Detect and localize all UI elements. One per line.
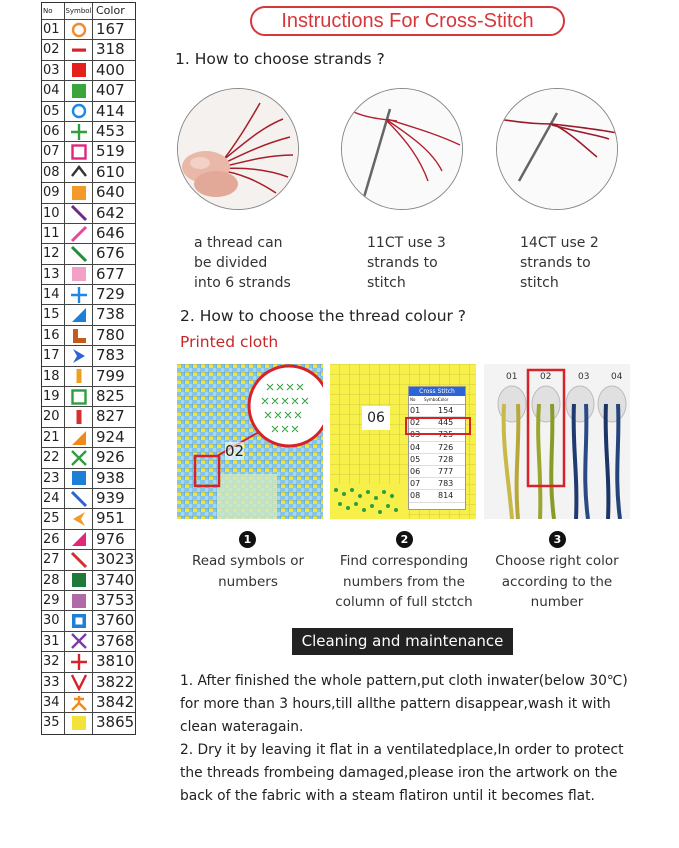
row-color-code: 3768 [96,631,135,650]
row-color-code: 3740 [96,570,135,589]
row-symbol [65,387,93,406]
mini-table-title: Cross Stitch [409,387,465,396]
row-symbol [65,367,93,386]
row-color-code: 414 [96,101,125,120]
photo-hand-thread [177,88,299,210]
row-symbol [65,204,93,223]
table-row [42,102,135,122]
table-row [42,326,135,346]
row-number: 14 [42,285,65,304]
table-row [42,469,135,489]
table-row [42,713,135,733]
row-symbol [65,428,93,447]
cross-icon [70,632,88,650]
filled-square-icon [70,82,88,100]
row-symbol [65,163,93,182]
row-color-code: 926 [96,448,125,467]
row-symbol [65,326,93,345]
row-number: 26 [42,530,65,549]
table-row [42,591,135,611]
page-title: Instructions For Cross-Stitch [250,6,565,36]
table-row [42,489,135,509]
row-number: 15 [42,305,65,324]
table-row [42,571,135,591]
row-number: 02 [42,40,65,59]
mini-table-row: 03 725 [409,429,465,441]
row-symbol [65,20,93,39]
row-symbol [65,305,93,324]
mini-table-row: 02 445 [409,417,465,429]
row-number: 23 [42,469,65,488]
row-symbol [65,244,93,263]
row-color-code: 400 [96,60,125,79]
filled-square-icon [70,184,88,202]
table-row [42,81,135,101]
row-symbol [65,102,93,121]
header-symbol: Symbol [65,3,93,19]
mini-table-row: 04 726 [409,442,465,454]
bar-icon [70,408,88,426]
table-header [42,3,135,20]
row-symbol [65,265,93,284]
row-color-code: 676 [96,244,125,263]
row-color-code: 640 [96,183,125,202]
table-body [42,20,135,734]
table-row [42,632,135,652]
row-symbol [65,407,93,426]
row-color-code: 3023 [96,550,135,569]
table-row [42,693,135,713]
row-color-code: 939 [96,488,125,507]
printed-cloth-pattern-image [177,364,323,519]
step-1-caption: Read symbols or numbers [191,553,305,590]
row-symbol [65,652,93,671]
filled-square-icon [70,571,88,589]
table-row [42,346,135,366]
row-color-code: 938 [96,468,125,487]
row-number: 22 [42,448,65,467]
filled-square-icon [70,592,88,610]
cross-icon [70,449,88,467]
row-color-code: 407 [96,81,125,100]
row-number: 01 [42,20,65,39]
row-number: 32 [42,652,65,671]
row-symbol [65,591,93,610]
section-strands-heading: 1. How to choose strands ? [175,50,385,68]
row-color-code: 519 [96,142,125,161]
table-row [42,428,135,448]
l-shape-icon [70,327,88,345]
row-color-code: 780 [96,325,125,344]
mini-table-row: 05 728 [409,454,465,466]
header-color: Color [96,4,125,17]
row-number: 08 [42,163,65,182]
row-symbol [65,571,93,590]
photo-needle-3-strands [341,88,463,210]
plus-icon [70,286,88,304]
table-row [42,40,135,60]
table-row [42,407,135,427]
row-symbol [65,673,93,692]
step-2-caption: Find corresponding numbers from the column of full stctch [335,553,473,610]
skein-label-02: 02 [540,372,552,382]
row-symbol [65,142,93,161]
row-number: 04 [42,81,65,100]
skein-label-03: 03 [578,372,590,382]
row-number: 18 [42,367,65,386]
row-number: 24 [42,489,65,508]
row-number: 06 [42,122,65,141]
dash-icon [70,41,88,59]
filled-square-icon [70,265,88,283]
row-number: 31 [42,632,65,651]
chart-number-label: 06 [362,406,390,430]
table-row [42,183,135,203]
table-row [42,448,135,468]
row-color-code: 799 [96,366,125,385]
caption-strands-3: 14CT use 2 strands to stitch [520,235,599,291]
row-symbol [65,693,93,712]
row-color-code: 167 [96,20,125,38]
row-number: 13 [42,265,65,284]
row-color-code: 738 [96,305,125,324]
table-row [42,611,135,631]
filled-square-icon [70,469,88,487]
table-row [42,652,135,672]
row-symbol [65,183,93,202]
row-symbol [65,122,93,141]
step-3-caption: Choose right color according to the number [495,553,619,610]
slash-icon [70,225,88,243]
row-number: 03 [42,61,65,80]
backslash-icon [70,245,88,263]
header-no: No [42,3,65,19]
caption-strands-1: a thread can be divided into 6 strands [194,235,291,291]
table-row [42,265,135,285]
bar-icon [70,367,88,385]
row-number: 30 [42,611,65,630]
row-symbol [65,509,93,528]
printed-cloth-label: Printed cloth [180,333,279,351]
row-color-code: 951 [96,509,125,528]
row-color-code: 453 [96,121,125,140]
caption-strands-2: 11CT use 3 strands to stitch [367,235,446,291]
mini-table-row: 06 777 [409,466,465,478]
thread-skeins-image [484,364,630,519]
row-number: 27 [42,550,65,569]
triangle-icon [70,530,88,548]
filled-square-icon [70,714,88,732]
row-number: 07 [42,142,65,161]
row-symbol [65,489,93,508]
step-1-badge: 1 [239,531,256,548]
mini-table-row: 07 783 [409,478,465,490]
square-in-square-icon [70,612,88,630]
table-row [42,20,135,40]
row-number: 09 [42,183,65,202]
table-row [42,122,135,142]
row-symbol [65,550,93,569]
row-symbol [65,224,93,243]
row-symbol [65,448,93,467]
row-color-code: 783 [96,346,125,365]
square-outline-icon [70,388,88,406]
table-row [42,550,135,570]
row-number: 29 [42,591,65,610]
section-colour-heading: 2. How to choose the thread colour ? [180,307,467,325]
row-number: 16 [42,326,65,345]
row-number: 05 [42,102,65,121]
backslash-icon [70,204,88,222]
row-color-code: 976 [96,529,125,548]
plus-icon [70,123,88,141]
mini-table-row: 01 154 [409,405,465,417]
mini-table-row: 08 814 [409,490,465,502]
table-row [42,61,135,81]
chevron-right-icon [70,347,88,365]
row-symbol [65,530,93,549]
mini-color-table [408,386,466,510]
symbol-color-table [41,2,136,735]
square-outline-icon [70,143,88,161]
pattern-number-label: 02 [225,442,245,460]
row-symbol [65,611,93,630]
skein-label-01: 01 [506,372,518,382]
triangle-icon [70,306,88,324]
v-icon [70,673,88,691]
table-row [42,509,135,529]
row-number: 35 [42,713,65,733]
mini-table-header: No Symbol Color [409,396,465,405]
row-symbol [65,285,93,304]
row-symbol [65,40,93,59]
table-row [42,244,135,264]
row-symbol [65,469,93,488]
row-color-code: 646 [96,223,125,242]
row-color-code: 3842 [96,692,135,711]
step-2-badge: 2 [396,531,413,548]
table-row [42,224,135,244]
mini-symbol [424,466,438,477]
row-color-code: 677 [96,264,125,283]
mini-symbol [424,442,438,453]
row-color-code: 729 [96,285,125,304]
filled-square-icon [70,61,88,79]
circle-icon [70,102,88,120]
row-color-code: 3865 [96,713,135,732]
person-icon [70,694,88,712]
row-number: 11 [42,224,65,243]
row-symbol [65,713,93,733]
row-color-code: 3753 [96,590,135,609]
table-row [42,163,135,183]
circle-icon [70,21,88,39]
row-number: 10 [42,204,65,223]
row-symbol [65,61,93,80]
photo-needle-2-strands [496,88,618,210]
chevron-left-icon [70,510,88,528]
triangle-icon [70,429,88,447]
cleaning-instructions: 1. After finished the whole pattern,put cloth inwater(below 30℃) for more than 3 hours,till allthe pattern disappear,wash it with clean wateragain. 2. Dry it by leaving it flat in a ventilatedplace,In order to protect the threads frombeing damaged,please iron the artwork on the back of the fabric with a steam flatiron until it becomes flat. [180,673,628,804]
row-color-code: 924 [96,427,125,446]
row-color-code: 827 [96,407,125,426]
row-number: 17 [42,346,65,365]
row-symbol [65,632,93,651]
row-number: 28 [42,571,65,590]
table-row [42,142,135,162]
mini-symbol [424,405,438,416]
row-color-code: 642 [96,203,125,222]
table-row [42,285,135,305]
mini-symbol [424,490,438,501]
row-color-code: 318 [96,40,125,59]
row-color-code: 3810 [96,652,135,671]
mini-symbol [424,454,438,465]
backslash-icon [70,551,88,569]
table-row [42,673,135,693]
cleaning-heading: Cleaning and maintenance [292,628,513,655]
mini-symbol [424,478,438,489]
row-color-code: 3760 [96,611,135,630]
plus-icon [70,653,88,671]
row-color-code: 3822 [96,672,135,691]
backslash-icon [70,490,88,508]
step-3-badge: 3 [549,531,566,548]
table-row [42,530,135,550]
row-symbol [65,81,93,100]
caret-up-icon [70,163,88,181]
table-row [42,367,135,387]
pattern-chart-image [330,364,476,519]
table-row [42,305,135,325]
row-color-code: 825 [96,387,125,406]
row-number: 20 [42,407,65,426]
row-number: 33 [42,673,65,692]
row-color-code: 610 [96,162,125,181]
highlight-box [405,417,471,435]
row-number: 34 [42,693,65,712]
row-number: 25 [42,509,65,528]
row-symbol [65,346,93,365]
skein-label-04: 04 [611,372,623,382]
table-row [42,204,135,224]
table-row [42,387,135,407]
row-number: 21 [42,428,65,447]
row-number: 19 [42,387,65,406]
row-number: 12 [42,244,65,263]
